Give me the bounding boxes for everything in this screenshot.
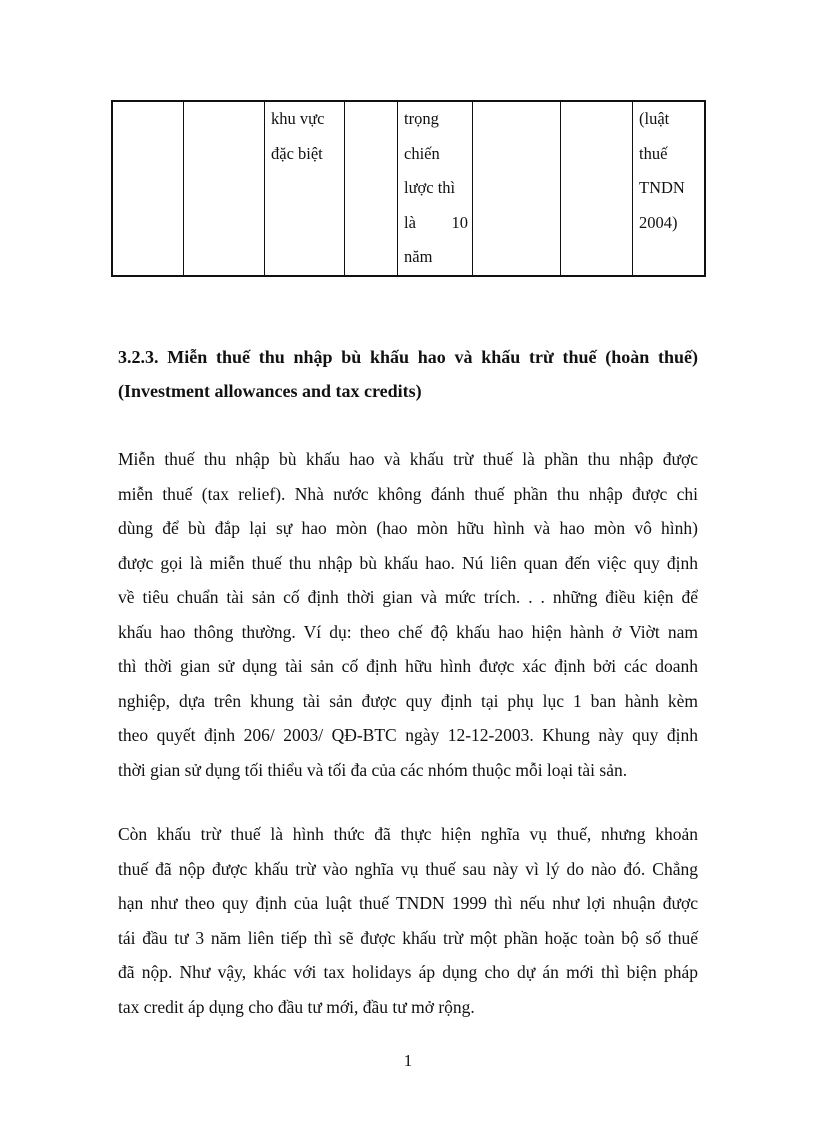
- paragraph-line: tái đầu tư 3 năm liên tiếp thì sẽ được khấu trừ một phần hoặc toàn bộ số thuế: [118, 927, 698, 948]
- paragraph-line: thời gian sử dụng tối thiểu và tối đa của các nhóm thuộc mỗi loại tài sản.: [118, 759, 628, 780]
- paragraph-1: [118, 442, 698, 787]
- cell-text-line: (luật: [639, 109, 670, 128]
- cell-text-line: năm: [404, 247, 433, 266]
- paragraph-line: tax credit áp dụng cho đầu tư mới, đầu tư mở rộng.: [118, 996, 475, 1017]
- cell-text-line: lược thì: [404, 178, 456, 197]
- paragraph-line: đã nộp. Như vậy, khác với tax holidays áp dụng cho dự án mới thì biện pháp: [118, 962, 698, 982]
- paragraph-line: thuế đã nộp được khấu trừ vào nghĩa vụ thuế sau này vì lý do nào đó. Chẳng: [118, 858, 698, 879]
- paragraph-line: dùng để bù đắp lại sự hao mòn (hao mòn hữu hình và hao mòn vô hình): [118, 518, 698, 538]
- cell-text-line: 2004): [639, 212, 678, 232]
- heading-line-2: (Investment allowances and tax credits): [118, 381, 422, 401]
- paragraph-line: theo quyết định 206/ 2003/ QĐ-BTC ngày 12-12-2003. Khung này quy định: [118, 725, 698, 745]
- paragraph-line: thì thời gian sử dụng tài sản cố định hữu hình được xác định bởi các doanh: [118, 656, 698, 676]
- table-row: [113, 102, 705, 276]
- table-cell-5: [398, 102, 473, 276]
- cell-text-line: khu vực: [271, 109, 325, 128]
- heading-line-1: 3.2.3. Miễn thuế thu nhập bù khấu hao và khấu trừ thuế (hoàn thuế): [118, 347, 698, 367]
- paragraph-line: được gọi là miễn thuế thu nhập bù khấu hao. Nú liên quan đến việc quy định: [118, 552, 698, 573]
- table-cell-4: [345, 102, 398, 276]
- table-cell-3: [265, 102, 345, 276]
- section-heading: [118, 340, 698, 408]
- table-cell-7: [561, 102, 633, 276]
- cell-text-line: trọng: [404, 109, 439, 128]
- cell-text-line: TNDN: [639, 178, 685, 197]
- table-cell-8: [633, 102, 705, 276]
- paragraph-line: khấu hao thông thường. Ví dụ: theo chế độ khấu hao hiện hành ở Viờt nam: [118, 621, 698, 642]
- cell-text-line: chiến: [404, 143, 440, 163]
- cell-word: 10: [451, 212, 468, 232]
- paragraph-line: hạn như theo quy định của luật thuế TNDN 1999 thì nếu như lợi nhuận được: [118, 893, 698, 913]
- cell-word: là: [404, 212, 416, 232]
- table-cell-2: [184, 102, 265, 276]
- table-cell-1: [113, 102, 184, 276]
- paragraph-line: về tiêu chuẩn tài sản cố định thời gian và mức trích. . . những điều kiện để: [118, 587, 698, 607]
- cell-text-line: [404, 206, 468, 241]
- cell-text-line: thuế: [639, 143, 668, 163]
- table-fragment: [112, 101, 705, 276]
- paragraph-line: Miễn thuế thu nhập bù khấu hao và khấu trừ thuế là phần thu nhập được: [118, 449, 698, 469]
- paragraph-line: nghiệp, dựa trên khung tài sản được quy định tại phụ lục 1 ban hành kèm: [118, 690, 698, 711]
- cell-text-line: đặc biệt: [271, 143, 323, 163]
- paragraph-2: [118, 817, 698, 1024]
- paragraph-line: miễn thuế (tax relief). Nhà nước không đánh thuế phần thu nhập được chi: [118, 483, 698, 504]
- table-cell-6: [473, 102, 561, 276]
- paragraph-line: Còn khấu trừ thuế là hình thức đã thực hiện nghĩa vụ thuế, nhưng khoản: [118, 824, 698, 844]
- page-number: 1: [403, 1051, 413, 1070]
